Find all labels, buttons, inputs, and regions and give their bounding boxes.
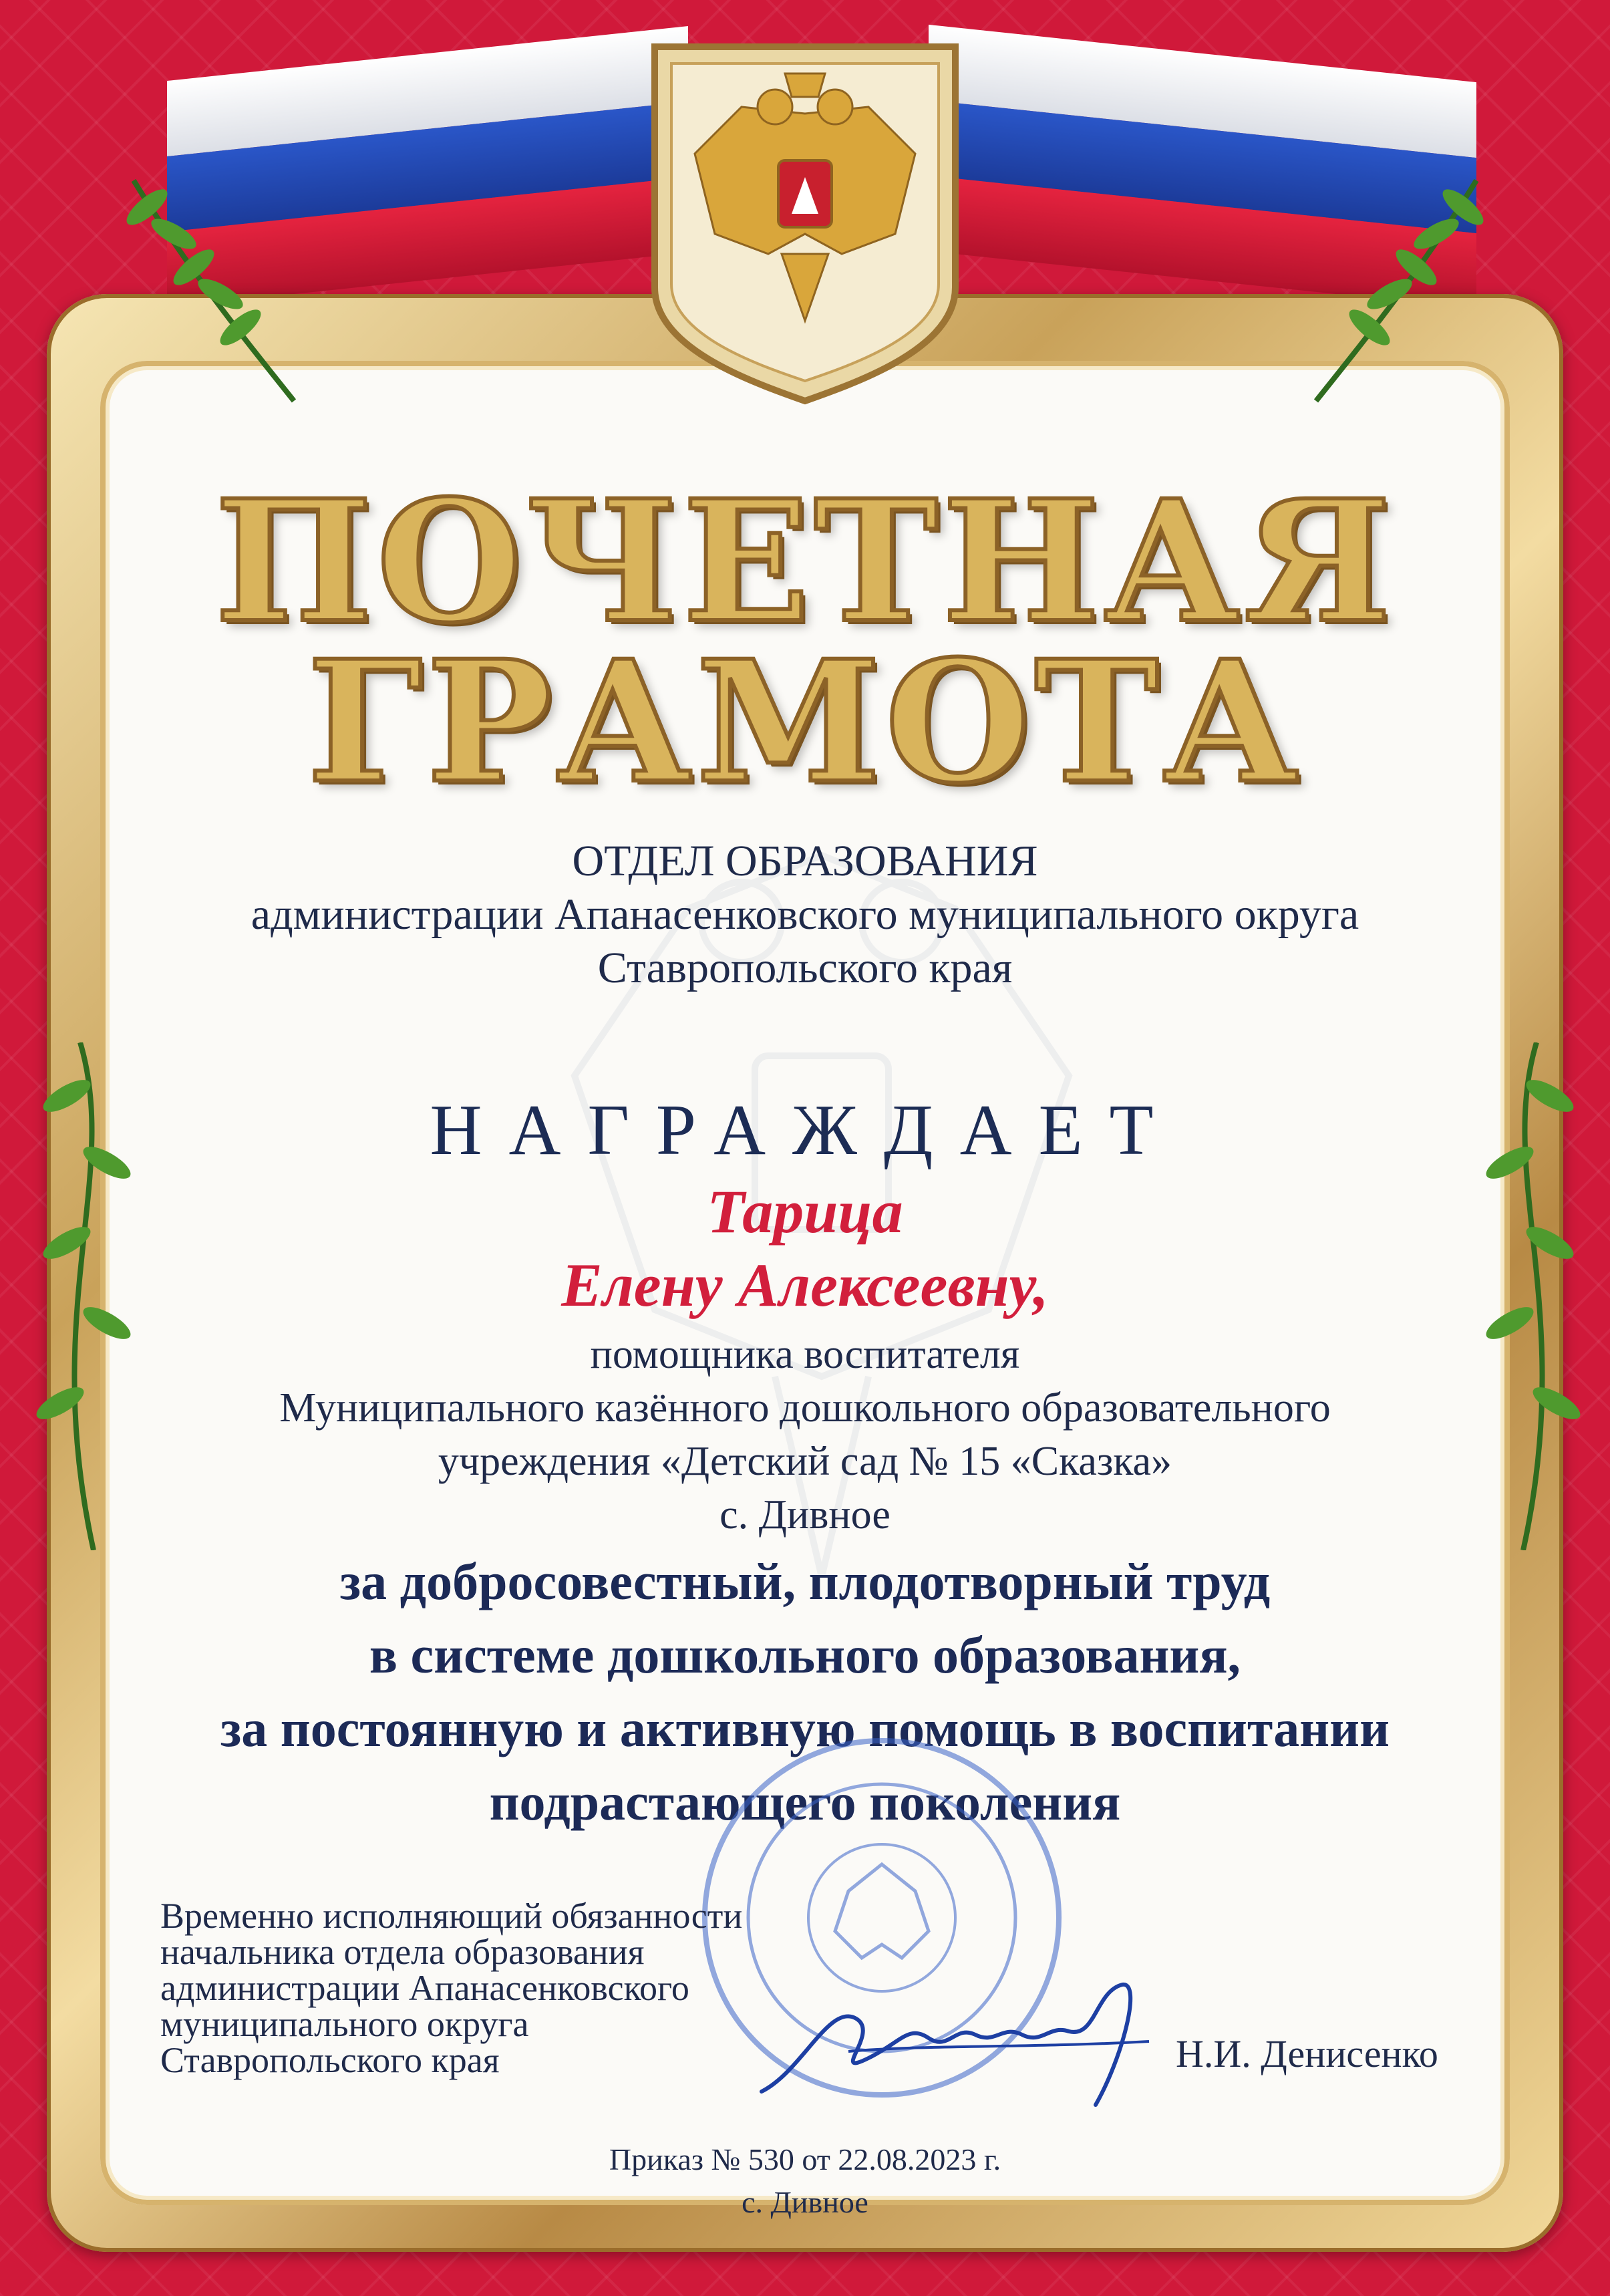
awards-heading: НАГРАЖДАЕТ: [430, 1091, 1180, 1170]
laurel-branch-icon: [1303, 167, 1503, 408]
russian-coat-of-arms-icon: [641, 33, 969, 408]
org-line-3: Ставропольского края: [597, 944, 1013, 992]
certificate-title-line1: ПОЧЕТНАЯ: [214, 463, 1396, 660]
recipient-surname: Тарица: [707, 1177, 903, 1246]
position-line-2: Муниципального казённого дошкольного образовательного: [279, 1385, 1331, 1431]
signer-block: [160, 1898, 742, 2078]
reason-line-4: подрастающего поколения: [489, 1773, 1121, 1831]
position-line-1: помощника воспитателя: [590, 1332, 1020, 1377]
order-info: [0, 2138, 1610, 2224]
signer-line-1: Временно исполняющий обязанности: [160, 1896, 743, 1936]
signer-name: Н.И. Денисенко: [1176, 2032, 1438, 2075]
reason-line-2: в системе дошкольного образования,: [369, 1626, 1241, 1684]
order-number: Приказ № 530 от 22.08.2023 г.: [609, 2142, 1001, 2176]
org-line-2: администрации Апанасенковского муниципального округа: [251, 890, 1359, 939]
position-line-3: учреждения «Детский сад № 15 «Сказка»: [438, 1439, 1172, 1484]
reason-line-3: за постоянную и активную помощь в воспитании: [220, 1699, 1390, 1757]
order-place: с. Дивное: [742, 2185, 868, 2219]
signer-line-2: начальника отдела образования: [160, 1932, 645, 1972]
handwritten-signature: [748, 1978, 1162, 2112]
laurel-branch-icon: [107, 167, 307, 408]
certificate-title-line2: ГРАМОТА: [307, 623, 1303, 820]
signer-line-5: Ставропольского края: [160, 2040, 500, 2080]
org-line-1: ОТДЕЛ ОБРАЗОВАНИЯ: [572, 837, 1038, 885]
position-line-4: с. Дивное: [719, 1492, 891, 1538]
recipient-name: Елену Алексеевну,: [561, 1251, 1049, 1319]
reason-line-1: за добросовестный, плодотворный труд: [339, 1552, 1271, 1610]
signer-line-4: муниципального округа: [160, 2004, 529, 2044]
signer-line-3: администрации Апанасенковского: [160, 1968, 689, 2008]
